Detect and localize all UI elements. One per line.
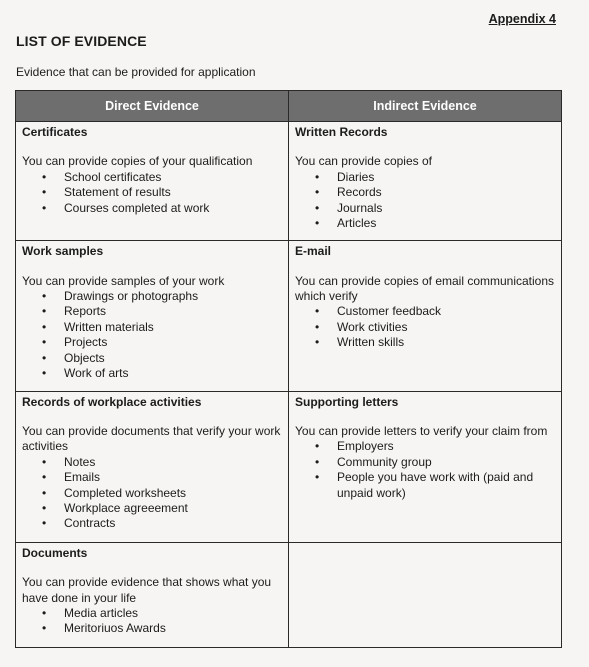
bullet-list xyxy=(295,304,555,350)
evidence-cell-workplace-records xyxy=(16,391,289,542)
list-item: • Notes xyxy=(64,455,282,470)
evidence-table xyxy=(15,90,562,648)
evidence-cell-certificates xyxy=(16,122,289,241)
list-item: • Work ctivities xyxy=(337,320,555,335)
bullet-list xyxy=(295,439,555,501)
cell-title: Records of workplace activities xyxy=(22,394,202,409)
table-row xyxy=(16,241,562,391)
cell-text: You can provide copies of your qualification xyxy=(22,154,253,169)
cell-title: Supporting letters xyxy=(295,394,399,409)
cell-title: Documents xyxy=(22,545,88,560)
list-item: • Projects xyxy=(64,335,282,350)
cell-title: E-mail xyxy=(295,244,332,259)
cell-title: Written Records xyxy=(295,125,388,139)
list-item: • School certificates xyxy=(64,170,282,185)
bullet-list xyxy=(22,455,282,532)
cell-title: Work samples xyxy=(22,244,104,259)
cell-text: You can provide evidence that shows what you have done in your life xyxy=(22,575,272,605)
list-item: • Completed worksheets xyxy=(64,486,282,501)
bullet-list xyxy=(22,606,282,637)
list-item: • People you have work with (paid and unpaid work) xyxy=(337,470,555,501)
cell-text: You can provide letters to verify your claim from xyxy=(295,423,548,438)
list-item: • Articles xyxy=(337,216,555,231)
list-item: • Statement of results xyxy=(64,185,282,200)
list-item: • Emails xyxy=(64,470,282,485)
list-item: • Records xyxy=(337,185,555,200)
list-item: • Reports xyxy=(64,304,282,319)
bullet-list xyxy=(22,289,282,381)
list-item: • Objects xyxy=(64,351,282,366)
list-item: • Community group xyxy=(337,455,555,470)
list-item: • Diaries xyxy=(337,170,555,185)
list-item: • Employers xyxy=(337,439,555,454)
cell-text: You can provide samples of your work xyxy=(22,273,225,288)
intro-text: Evidence that can be provided for application xyxy=(16,65,256,79)
cell-title: Certificates xyxy=(22,125,88,139)
cell-text: You can provide documents that verify your work activities xyxy=(22,423,281,454)
table-row xyxy=(16,542,562,647)
list-item: • Media articles xyxy=(64,606,282,621)
table-row xyxy=(16,122,562,241)
bullet-list xyxy=(295,170,555,232)
evidence-cell-written-records xyxy=(289,122,562,241)
table-row xyxy=(16,391,562,542)
evidence-cell-work-samples xyxy=(16,241,289,391)
cell-text: You can provide copies of xyxy=(295,154,432,169)
column-header-indirect: Indirect Evidence xyxy=(289,91,562,122)
list-item: • Meritoriuos Awards xyxy=(64,621,282,636)
list-item: • Work of arts xyxy=(64,366,282,381)
list-item: • Courses completed at work xyxy=(64,201,282,216)
list-item: • Drawings or photographs xyxy=(64,289,282,304)
evidence-cell-email xyxy=(289,241,562,391)
list-item: • Written skills xyxy=(337,335,555,350)
evidence-cell-supporting-letters xyxy=(289,391,562,542)
list-item: • Journals xyxy=(337,201,555,216)
list-item: • Written materials xyxy=(64,320,282,335)
appendix-label: Appendix 4 xyxy=(488,12,556,26)
column-header-direct: Direct Evidence xyxy=(16,91,289,122)
bullet-list xyxy=(22,170,282,216)
list-item: • Contracts xyxy=(64,516,282,531)
cell-text: You can provide copies of email communications which verify xyxy=(295,273,555,304)
list-item: • Workplace agreeement xyxy=(64,501,282,516)
empty-cell xyxy=(289,542,562,647)
evidence-cell-documents xyxy=(16,542,289,647)
page-title: LIST OF EVIDENCE xyxy=(16,33,147,49)
list-item: • Customer feedback xyxy=(337,304,555,319)
